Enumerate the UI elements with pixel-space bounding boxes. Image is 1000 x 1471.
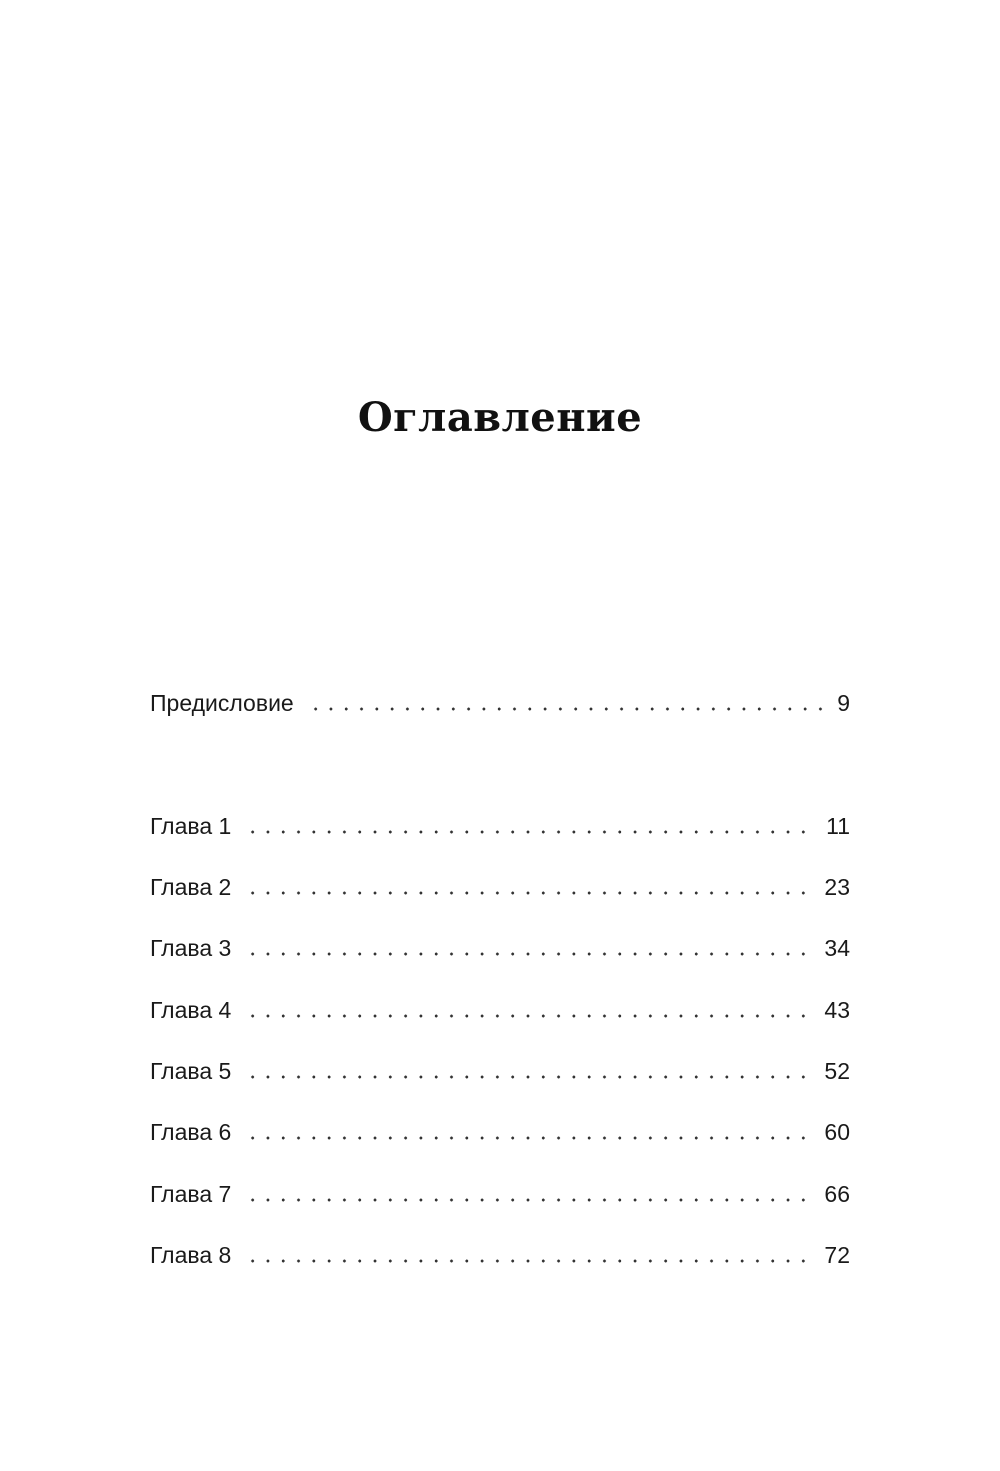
- toc-entry-label: Глава 7: [150, 1181, 232, 1207]
- toc-entry-chapter-1[interactable]: [150, 809, 850, 843]
- page-title: Оглавление: [357, 394, 643, 441]
- toc-entry-label: Предисловие: [150, 690, 294, 716]
- toc-page-number: 34: [824, 935, 850, 961]
- toc-entry-chapter-8[interactable]: [150, 1238, 850, 1272]
- dot-leader: [245, 1259, 810, 1263]
- toc-page-number: 43: [824, 997, 850, 1023]
- dot-leader: [245, 1198, 810, 1202]
- toc-entry-chapter-4[interactable]: [150, 993, 850, 1027]
- dot-leader: [245, 952, 810, 956]
- toc-entry-chapter-5[interactable]: [150, 1054, 850, 1088]
- toc-entry-chapter-3[interactable]: [150, 931, 850, 965]
- toc-entry-chapter-6[interactable]: [150, 1115, 850, 1149]
- toc-entry-label: Глава 1: [150, 813, 232, 839]
- toc-entry-chapter-7[interactable]: [150, 1177, 850, 1211]
- toc-entry-label: Глава 2: [150, 874, 232, 900]
- toc-entry-preface[interactable]: [150, 686, 850, 720]
- toc-entry-label: Глава 4: [150, 997, 232, 1023]
- toc-page-number: 60: [824, 1119, 850, 1145]
- dot-leader: [245, 1136, 810, 1140]
- toc-entry-label: Глава 5: [150, 1058, 232, 1084]
- dot-leader: [245, 1014, 810, 1018]
- toc-page-number: 9: [837, 690, 850, 716]
- dot-leader: [245, 1075, 810, 1079]
- dot-leader: [245, 830, 812, 834]
- toc-page-number: 66: [824, 1181, 850, 1207]
- dot-leader: [308, 707, 823, 711]
- dot-leader: [245, 891, 810, 895]
- toc-page-number: 72: [824, 1242, 850, 1268]
- toc-entry-chapter-2[interactable]: [150, 870, 850, 904]
- toc-page-number: 11: [826, 813, 850, 839]
- toc-page-number: 23: [824, 874, 850, 900]
- toc-entry-label: Глава 6: [150, 1119, 232, 1145]
- toc-entry-label: Глава 8: [150, 1242, 232, 1268]
- toc-entry-label: Глава 3: [150, 935, 232, 961]
- toc-page-number: 52: [824, 1058, 850, 1084]
